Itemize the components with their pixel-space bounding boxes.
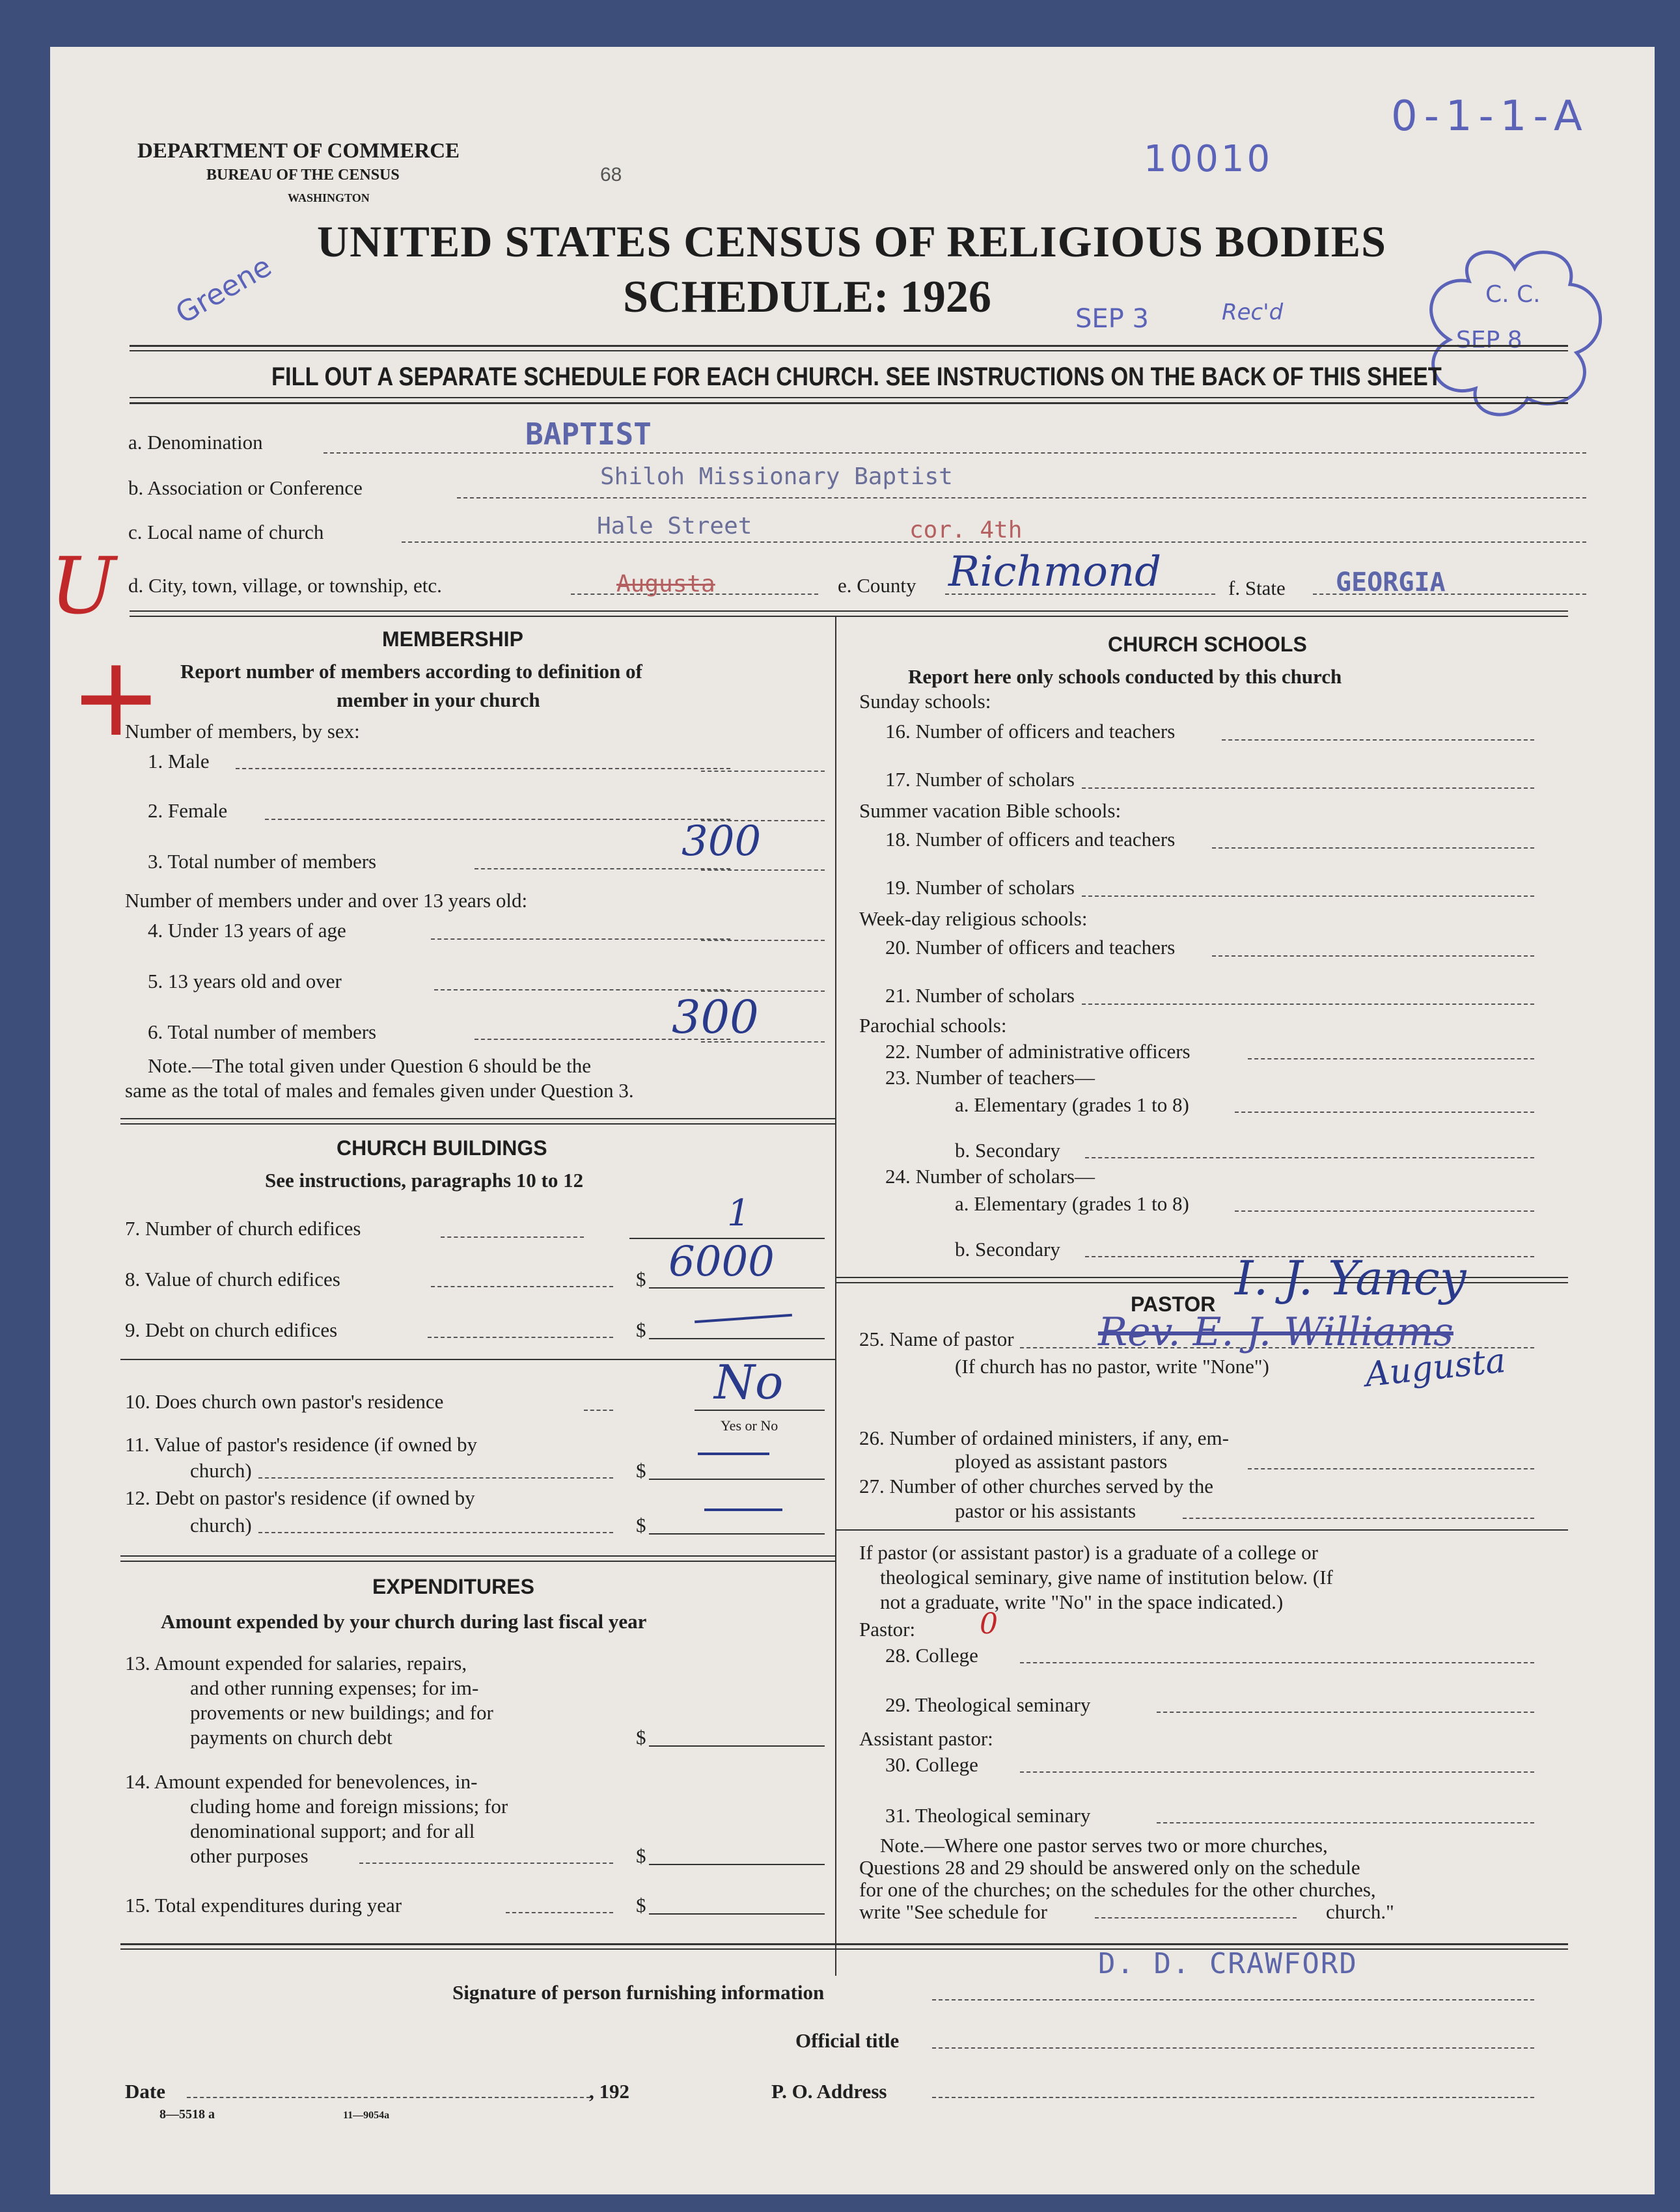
q8-value-label: 8. Value of church edifices xyxy=(125,1268,340,1290)
q20-label: 20. Number of officers and teachers xyxy=(885,936,1176,959)
graduate-note-3: not a graduate, write "No" in the space indicated.) xyxy=(880,1591,1284,1613)
q19-label: 19. Number of scholars xyxy=(885,876,1075,899)
expenditures-sub: Amount expended by your church during last fiscal year xyxy=(161,1610,647,1633)
q26-label-2: ployed as assistant pastors xyxy=(955,1450,1168,1473)
q8-value: 6000 xyxy=(668,1238,775,1286)
parochial-schools-label: Parochial schools: xyxy=(859,1014,1007,1037)
membership-title: MEMBERSHIP xyxy=(382,627,523,651)
q22-label: 22. Number of administrative officers xyxy=(885,1040,1191,1063)
q2-female-label: 2. Female xyxy=(148,799,228,822)
q14-label-1: 14. Amount expended for benevolences, in- xyxy=(125,1770,478,1793)
received-label-stamp: Rec'd xyxy=(1222,299,1284,325)
q10-residence-label: 10. Does church own pastor's residence xyxy=(125,1390,444,1413)
q14-label-4: other purposes xyxy=(190,1844,309,1867)
church-buildings-title: CHURCH BUILDINGS xyxy=(337,1136,547,1160)
cc-stamp-date: SEP 8 xyxy=(1456,327,1522,353)
graduate-note-1: If pastor (or assistant pastor) is a graduate of a college or xyxy=(859,1541,1318,1564)
q9-debt-label: 9. Debt on church edifices xyxy=(125,1318,338,1341)
pastor-note-4b: church." xyxy=(1326,1900,1394,1923)
file-code-stamp: 0-1-1-A xyxy=(1391,92,1589,141)
membership-intro-2: member in your church xyxy=(337,689,540,711)
q25-pastor-city: Augusta xyxy=(1363,1341,1508,1395)
q25-label: 25. Name of pastor xyxy=(859,1328,1014,1350)
q13-label-1: 13. Amount expended for salaries, repairs, xyxy=(125,1652,467,1674)
form-title: UNITED STATES CENSUS OF RELIGIOUS BODIES xyxy=(317,217,1386,266)
q25-pastor-crossed: Rev. E. J. Williams xyxy=(1098,1309,1453,1355)
sunday-schools-label: Sunday schools: xyxy=(859,690,991,713)
q27-label-1: 27. Number of other churches served by the xyxy=(859,1475,1214,1497)
membership-intro-1: Report number of members according to definition of xyxy=(180,660,642,683)
q7-edifices-value: 1 xyxy=(727,1192,750,1235)
q12-debt-label-1: 12. Debt on pastor's residence (if owned by xyxy=(125,1486,475,1509)
yes-or-no-hint: Yes or No xyxy=(721,1417,778,1434)
local-name-value: Hale Street xyxy=(597,513,752,539)
q14-dollar: $ xyxy=(636,1844,646,1867)
city-value: Augusta xyxy=(616,571,715,597)
q29-label: 29. Theological seminary xyxy=(885,1693,1091,1716)
weekday-schools-label: Week-day religious schools: xyxy=(859,907,1088,930)
q24a-label: a. Elementary (grades 1 to 8) xyxy=(955,1192,1189,1215)
q27-label-2: pastor or his assistants xyxy=(955,1499,1136,1522)
census-schedule-sheet xyxy=(50,47,1655,2194)
signature-label: Signature of person furnishing information xyxy=(452,1981,825,2004)
bureau-city: WASHINGTON xyxy=(288,191,370,204)
membership-note-1: Note.—The total given under Question 6 should be the xyxy=(148,1054,592,1077)
q14-label-3: denominational support; and for all xyxy=(190,1820,475,1842)
q21-label: 21. Number of scholars xyxy=(885,984,1075,1007)
q6-total-label: 6. Total number of members xyxy=(148,1020,377,1043)
q6-total-value: 300 xyxy=(672,990,759,1044)
state-label: f. State xyxy=(1228,577,1286,599)
pastor-title: PASTOR xyxy=(1131,1292,1216,1316)
official-title-label: Official title xyxy=(795,2029,900,2052)
cc-stamp-label: C. C. xyxy=(1485,281,1541,308)
association-value: Shiloh Missionary Baptist xyxy=(600,463,953,490)
church-schools-sub: Report here only schools conducted by this church xyxy=(908,665,1342,688)
membership-note-2: same as the total of males and females given under Question 3. xyxy=(125,1079,634,1102)
pastor-note-2: Questions 28 and 29 should be answered only on the schedule xyxy=(859,1856,1360,1879)
q15-label: 15. Total expenditures during year xyxy=(125,1894,402,1917)
red-u-mark: U xyxy=(50,541,117,632)
members-by-age-label: Number of members under and over 13 years old: xyxy=(125,889,528,912)
pastor-note-3: for one of the churches; on the schedules for the other churches, xyxy=(859,1878,1376,1901)
q7-edifices-label: 7. Number of church edifices xyxy=(125,1217,361,1240)
form-number-68: 68 xyxy=(600,164,622,185)
graduate-note-2: theological seminary, give name of institution below. (If xyxy=(880,1566,1333,1589)
local-name-corner: cor. 4th xyxy=(909,517,1023,543)
q25-note: (If church has no pastor, write "None") xyxy=(955,1355,1269,1378)
q4-under13-label: 4. Under 13 years of age xyxy=(148,919,346,942)
q11-value-label-2: church) xyxy=(190,1459,252,1482)
q25-pastor-new: I. J. Yancy xyxy=(1235,1251,1467,1305)
q10-residence-value: No xyxy=(714,1355,784,1410)
q12-dollar: $ xyxy=(636,1514,646,1536)
pastor-note-4: write "See schedule for xyxy=(859,1900,1047,1923)
received-date-stamp: SEP 3 xyxy=(1075,304,1149,334)
q23b-label: b. Secondary xyxy=(955,1139,1060,1162)
q24b-label: b. Secondary xyxy=(955,1238,1060,1261)
church-buildings-sub: See instructions, paragraphs 10 to 12 xyxy=(265,1169,584,1192)
county-label: e. County xyxy=(838,574,916,597)
city-label: d. City, town, village, or township, etc. xyxy=(128,574,442,597)
q11-value-label-1: 11. Value of pastor's residence (if owned by xyxy=(125,1433,478,1456)
q9-dollar: $ xyxy=(636,1318,646,1341)
q8-dollar: $ xyxy=(636,1268,646,1290)
q1-male-label: 1. Male xyxy=(148,750,210,772)
pastor-grad-value: 0 xyxy=(980,1607,998,1641)
date-label: Date xyxy=(125,2080,165,2103)
q14-label-2: cluding home and foreign missions; for xyxy=(190,1795,508,1818)
association-label: b. Association or Conference xyxy=(128,476,363,499)
denomination-label: a. Denomination xyxy=(128,431,263,454)
q3-total-label: 3. Total number of members xyxy=(148,850,377,873)
q15-dollar: $ xyxy=(636,1894,646,1917)
expenditures-title: EXPENDITURES xyxy=(372,1575,534,1598)
schedule-year-title: SCHEDULE: 1926 xyxy=(623,272,991,322)
bureau-name: BUREAU OF THE CENSUS xyxy=(206,167,400,184)
denomination-value: BAPTIST xyxy=(525,416,652,452)
q5-13-and-over-label: 5. 13 years old and over xyxy=(148,970,342,992)
q12-debt-label-2: church) xyxy=(190,1514,252,1536)
assistant-pastor-label: Assistant pastor: xyxy=(859,1727,993,1750)
q31-label: 31. Theological seminary xyxy=(885,1804,1091,1827)
state-value: GEORGIA xyxy=(1336,567,1446,597)
form-code-1: 8—5518 a xyxy=(159,2107,215,2122)
q13-label-2: and other running expenses; for im- xyxy=(190,1676,479,1699)
q16-label: 16. Number of officers and teachers xyxy=(885,720,1176,743)
pastor-note-1: Note.—Where one pastor serves two or more churches, xyxy=(880,1834,1328,1857)
local-name-label: c. Local name of church xyxy=(128,521,324,543)
q13-dollar: $ xyxy=(636,1726,646,1749)
q24-label: 24. Number of scholars— xyxy=(885,1165,1095,1188)
church-schools-title: CHURCH SCHOOLS xyxy=(1108,633,1307,656)
q23a-label: a. Elementary (grades 1 to 8) xyxy=(955,1093,1189,1116)
dept-name: DEPARTMENT OF COMMERCE xyxy=(137,139,460,163)
serial-number-stamp: 10010 xyxy=(1144,138,1273,180)
q28-label: 28. College xyxy=(885,1644,978,1667)
q18-label: 18. Number of officers and teachers xyxy=(885,828,1176,851)
q11-dollar: $ xyxy=(636,1459,646,1482)
q3-total-value: 300 xyxy=(682,817,762,866)
summer-schools-label: Summer vacation Bible schools: xyxy=(859,799,1122,822)
pastor-grad-label: Pastor: xyxy=(859,1618,916,1641)
date-year: , 192 xyxy=(589,2080,629,2103)
members-by-sex-label: Number of members, by sex: xyxy=(125,720,360,743)
q13-label-3: provements or new buildings; and for xyxy=(190,1701,493,1724)
signer-name-stamp: D. D. CRAWFORD xyxy=(1098,1947,1358,1980)
q13-label-4: payments on church debt xyxy=(190,1726,392,1749)
po-address-label: P. O. Address xyxy=(771,2080,887,2103)
county-stamp-greene: Greene xyxy=(170,249,277,331)
q23-label: 23. Number of teachers— xyxy=(885,1066,1095,1089)
red-plus-mark: + xyxy=(70,633,163,761)
instructions-banner: FILL OUT A SEPARATE SCHEDULE FOR EACH CHURCH. SEE INSTRUCTIONS ON THE BACK OF THIS SHEET xyxy=(271,362,1442,391)
form-code-2: 11—9054a xyxy=(343,2110,390,2121)
q17-label: 17. Number of scholars xyxy=(885,768,1075,791)
q30-label: 30. College xyxy=(885,1753,978,1776)
county-value: Richmond xyxy=(948,548,1162,596)
q26-label-1: 26. Number of ordained ministers, if any, em- xyxy=(859,1427,1229,1449)
